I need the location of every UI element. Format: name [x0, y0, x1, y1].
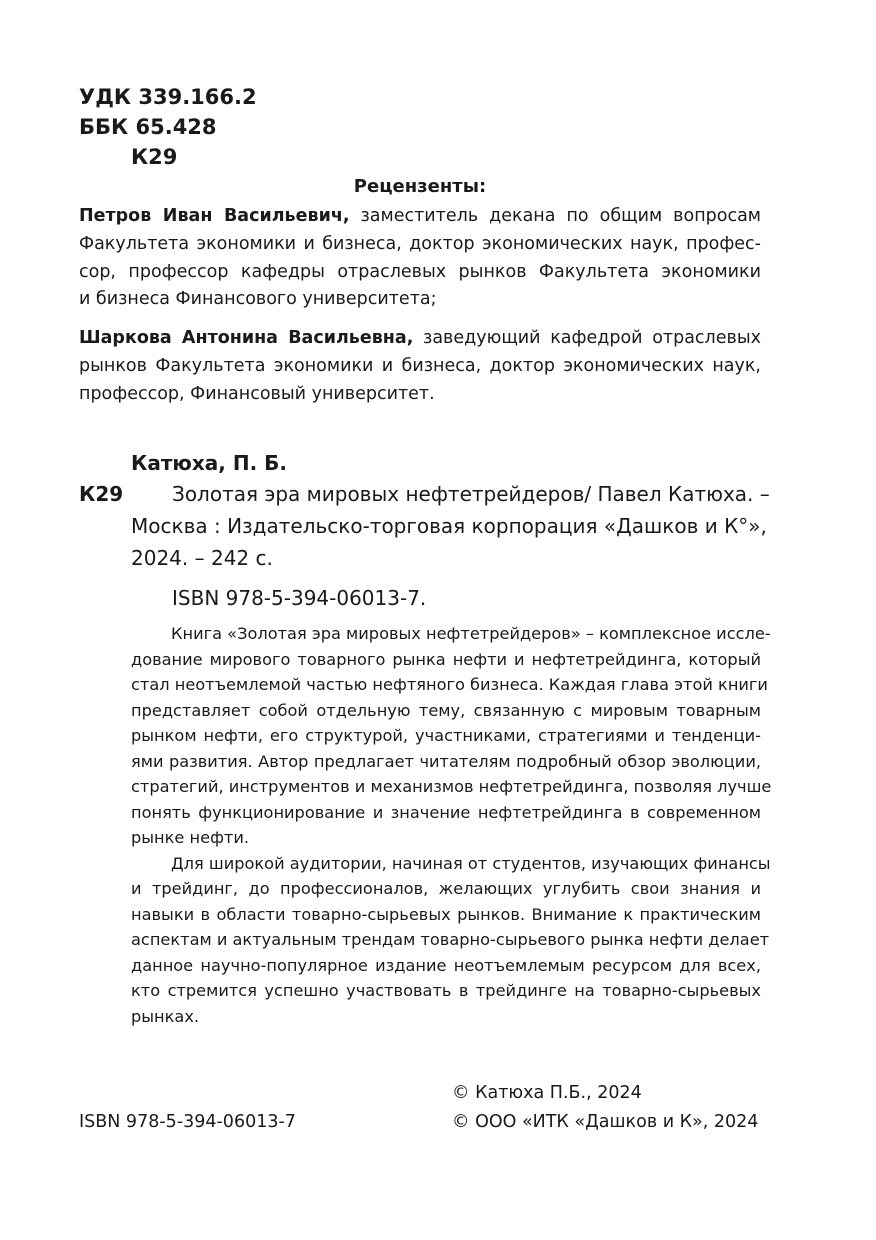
biblio-title-line: Москва : Издательско-торговая корпорация «Дашков и К°»,: [131, 514, 767, 538]
udk-code: УДК 339.166.2: [79, 85, 257, 109]
abstract-line: кто стремится успешно участвовать в трейдинге на товарно-сырьевых: [131, 981, 761, 1000]
abstract-line: рынком нефти, его структурой, участниками, стратегиями и тенденци-: [131, 726, 761, 745]
reviewer-1-name: Петров Иван Васильевич,: [79, 206, 350, 226]
reviewer-1: [79, 203, 761, 314]
reviewer-1-line: заместитель декана по общим вопросам: [349, 206, 761, 226]
abstract-line: стратегий, инструментов и механизмов нефтетрейдинга, позволяя лучше: [131, 777, 772, 796]
reviewer-1-line: и бизнеса Финансового университета;: [79, 289, 437, 310]
abstract-line: рынках.: [131, 1006, 200, 1026]
reviewer-2-line: заведующий кафедрой отраслевых: [413, 328, 761, 348]
abstract: [131, 621, 772, 1029]
reviewer-2-name: Шаркова Антонина Васильевна,: [79, 328, 414, 348]
abstract-line: стал неотъемлемой частью нефтяного бизнеса. Каждая глава этой книги: [131, 675, 768, 694]
abstract-line: аспектам и актуальным трендам товарно-сырьевого рынка нефти делает: [131, 930, 770, 949]
biblio-title-line: 2024. – 242 с.: [131, 546, 273, 570]
reviewer-2: [79, 325, 761, 408]
biblio-author: Катюха, П. Б.: [131, 451, 287, 475]
biblio-isbn: ISBN 978-5-394-06013-7.: [172, 586, 427, 610]
abstract-line: представляет собой отдельную тему, связанную с мировым товарным: [131, 700, 761, 720]
abstract-line: ями развития. Автор предлагает читателям подробный обзор эволюции,: [131, 751, 761, 771]
abstract-line: Для широкой аудитории, начиная от студентов, изучающих финансы: [171, 853, 771, 873]
reviewer-2-line: рынков Факультета экономики и бизнеса, доктор экономических наук,: [79, 355, 761, 376]
copyright-author: © Катюха П.Б., 2024: [452, 1083, 642, 1103]
biblio-title-line: Золотая эра мировых нефтетрейдеров/ Павел Катюха. –: [172, 482, 770, 506]
reviewer-2-line: профессор, Финансовый университет.: [79, 383, 435, 404]
abstract-line: дование мирового товарного рынка нефти и нефтетрейдинга, который: [131, 649, 761, 669]
reviewer-1-line: Факультета экономики и бизнеса, доктор экономических наук, профес-: [79, 233, 761, 254]
reviewers-title: Рецензенты:: [353, 176, 487, 197]
author-sign: К29: [131, 145, 178, 169]
bbk-code: ББК 65.428: [79, 115, 217, 139]
abstract-line: данное научно-популярное издание неотъемлемым ресурсом для всех,: [131, 955, 761, 975]
copyright-publisher: © ООО «ИТК «Дашков и К», 2024: [452, 1112, 759, 1132]
abstract-line: рынке нефти.: [131, 828, 249, 847]
biblio-sign: К29: [79, 482, 124, 506]
abstract-line: навыки в области товарно-сырьевых рынков. Внимание к практическим: [131, 904, 761, 924]
reviewer-1-line: сор, профессор кафедры отраслевых рынков Факультета экономики: [79, 261, 761, 282]
abstract-line: Книга «Золотая эра мировых нефтетрейдеров» – комплексное иссле-: [171, 624, 771, 643]
abstract-line: и трейдинг, до профессионалов, желающих углубить свои знания и: [131, 879, 761, 898]
footer-isbn: ISBN 978-5-394-06013-7: [79, 1112, 296, 1132]
abstract-line: понять функционирование и значение нефтетрейдинга в современном: [131, 802, 761, 822]
